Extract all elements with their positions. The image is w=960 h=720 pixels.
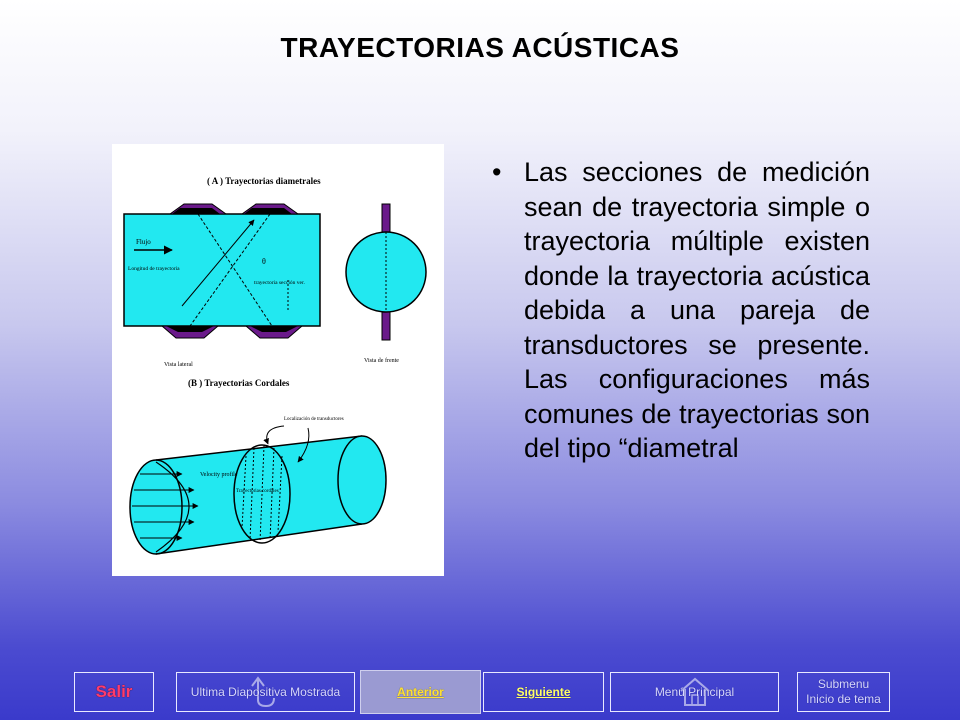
label-trayectorias-cordales: Trayectorias cordales — [236, 489, 279, 494]
previous-label: Anterior — [397, 685, 444, 699]
submenu-label-line1: Submenu — [817, 677, 870, 691]
slide-title: TRAYECTORIAS ACÚSTICAS — [280, 32, 680, 63]
next-button[interactable] — [483, 672, 604, 712]
label-velocity: Velocity profile — [200, 472, 238, 478]
transducer-pointer-1 — [267, 426, 284, 444]
submenu-button[interactable] — [797, 672, 890, 712]
label-vista-frente: Vista de frente — [364, 358, 399, 364]
transducer-bottom-right — [246, 326, 302, 338]
caption-a: ( A ) Trayectorias diametrales — [207, 176, 321, 186]
main-menu-label: Menú Principal — [654, 685, 735, 699]
submenu-label-line2: Inicio de tema — [806, 692, 881, 706]
label-flujo: Flujo — [136, 238, 151, 246]
caption-b: (B ) Trayectorias Cordales — [188, 378, 290, 388]
diagram-svg — [112, 144, 444, 576]
label-transductores: Localización de transductores — [284, 417, 344, 422]
last-viewed-slide-button[interactable] — [176, 672, 355, 712]
last-viewed-slide-label: Ultima Diapositiva Mostrada — [190, 685, 341, 699]
front-transducer-bottom — [382, 310, 390, 340]
next-label: Siguiente — [516, 685, 571, 699]
salir-button[interactable] — [74, 672, 154, 712]
previous-button[interactable] — [360, 670, 481, 714]
label-seccion: trayectoria sección ver. — [254, 280, 305, 286]
transducer-bottom-left — [162, 326, 218, 338]
label-longitud: Longitud de trayectoria — [128, 266, 180, 272]
main-menu-button[interactable] — [610, 672, 779, 712]
slide-body — [486, 155, 870, 466]
acoustic-paths-diagram — [112, 144, 444, 576]
transducer-top-left — [170, 204, 226, 214]
navigation-bar — [0, 670, 960, 716]
label-vista-lateral: Vista lateral — [164, 362, 193, 368]
bullet-text: • Las secciones de medición sean de trayectoria simple o trayectoria múltiple existen donde la trayectoria acústica debida a una pareja de transductores se presente. Las configuraciones más comunes de trayectorias son del tipo “diametral — [486, 155, 870, 466]
front-transducer-top — [382, 204, 390, 234]
label-theta: θ — [262, 257, 266, 266]
transducer-top-right — [242, 204, 298, 214]
chordal-pipe — [130, 436, 386, 554]
salir-label: Salir — [95, 682, 133, 701]
